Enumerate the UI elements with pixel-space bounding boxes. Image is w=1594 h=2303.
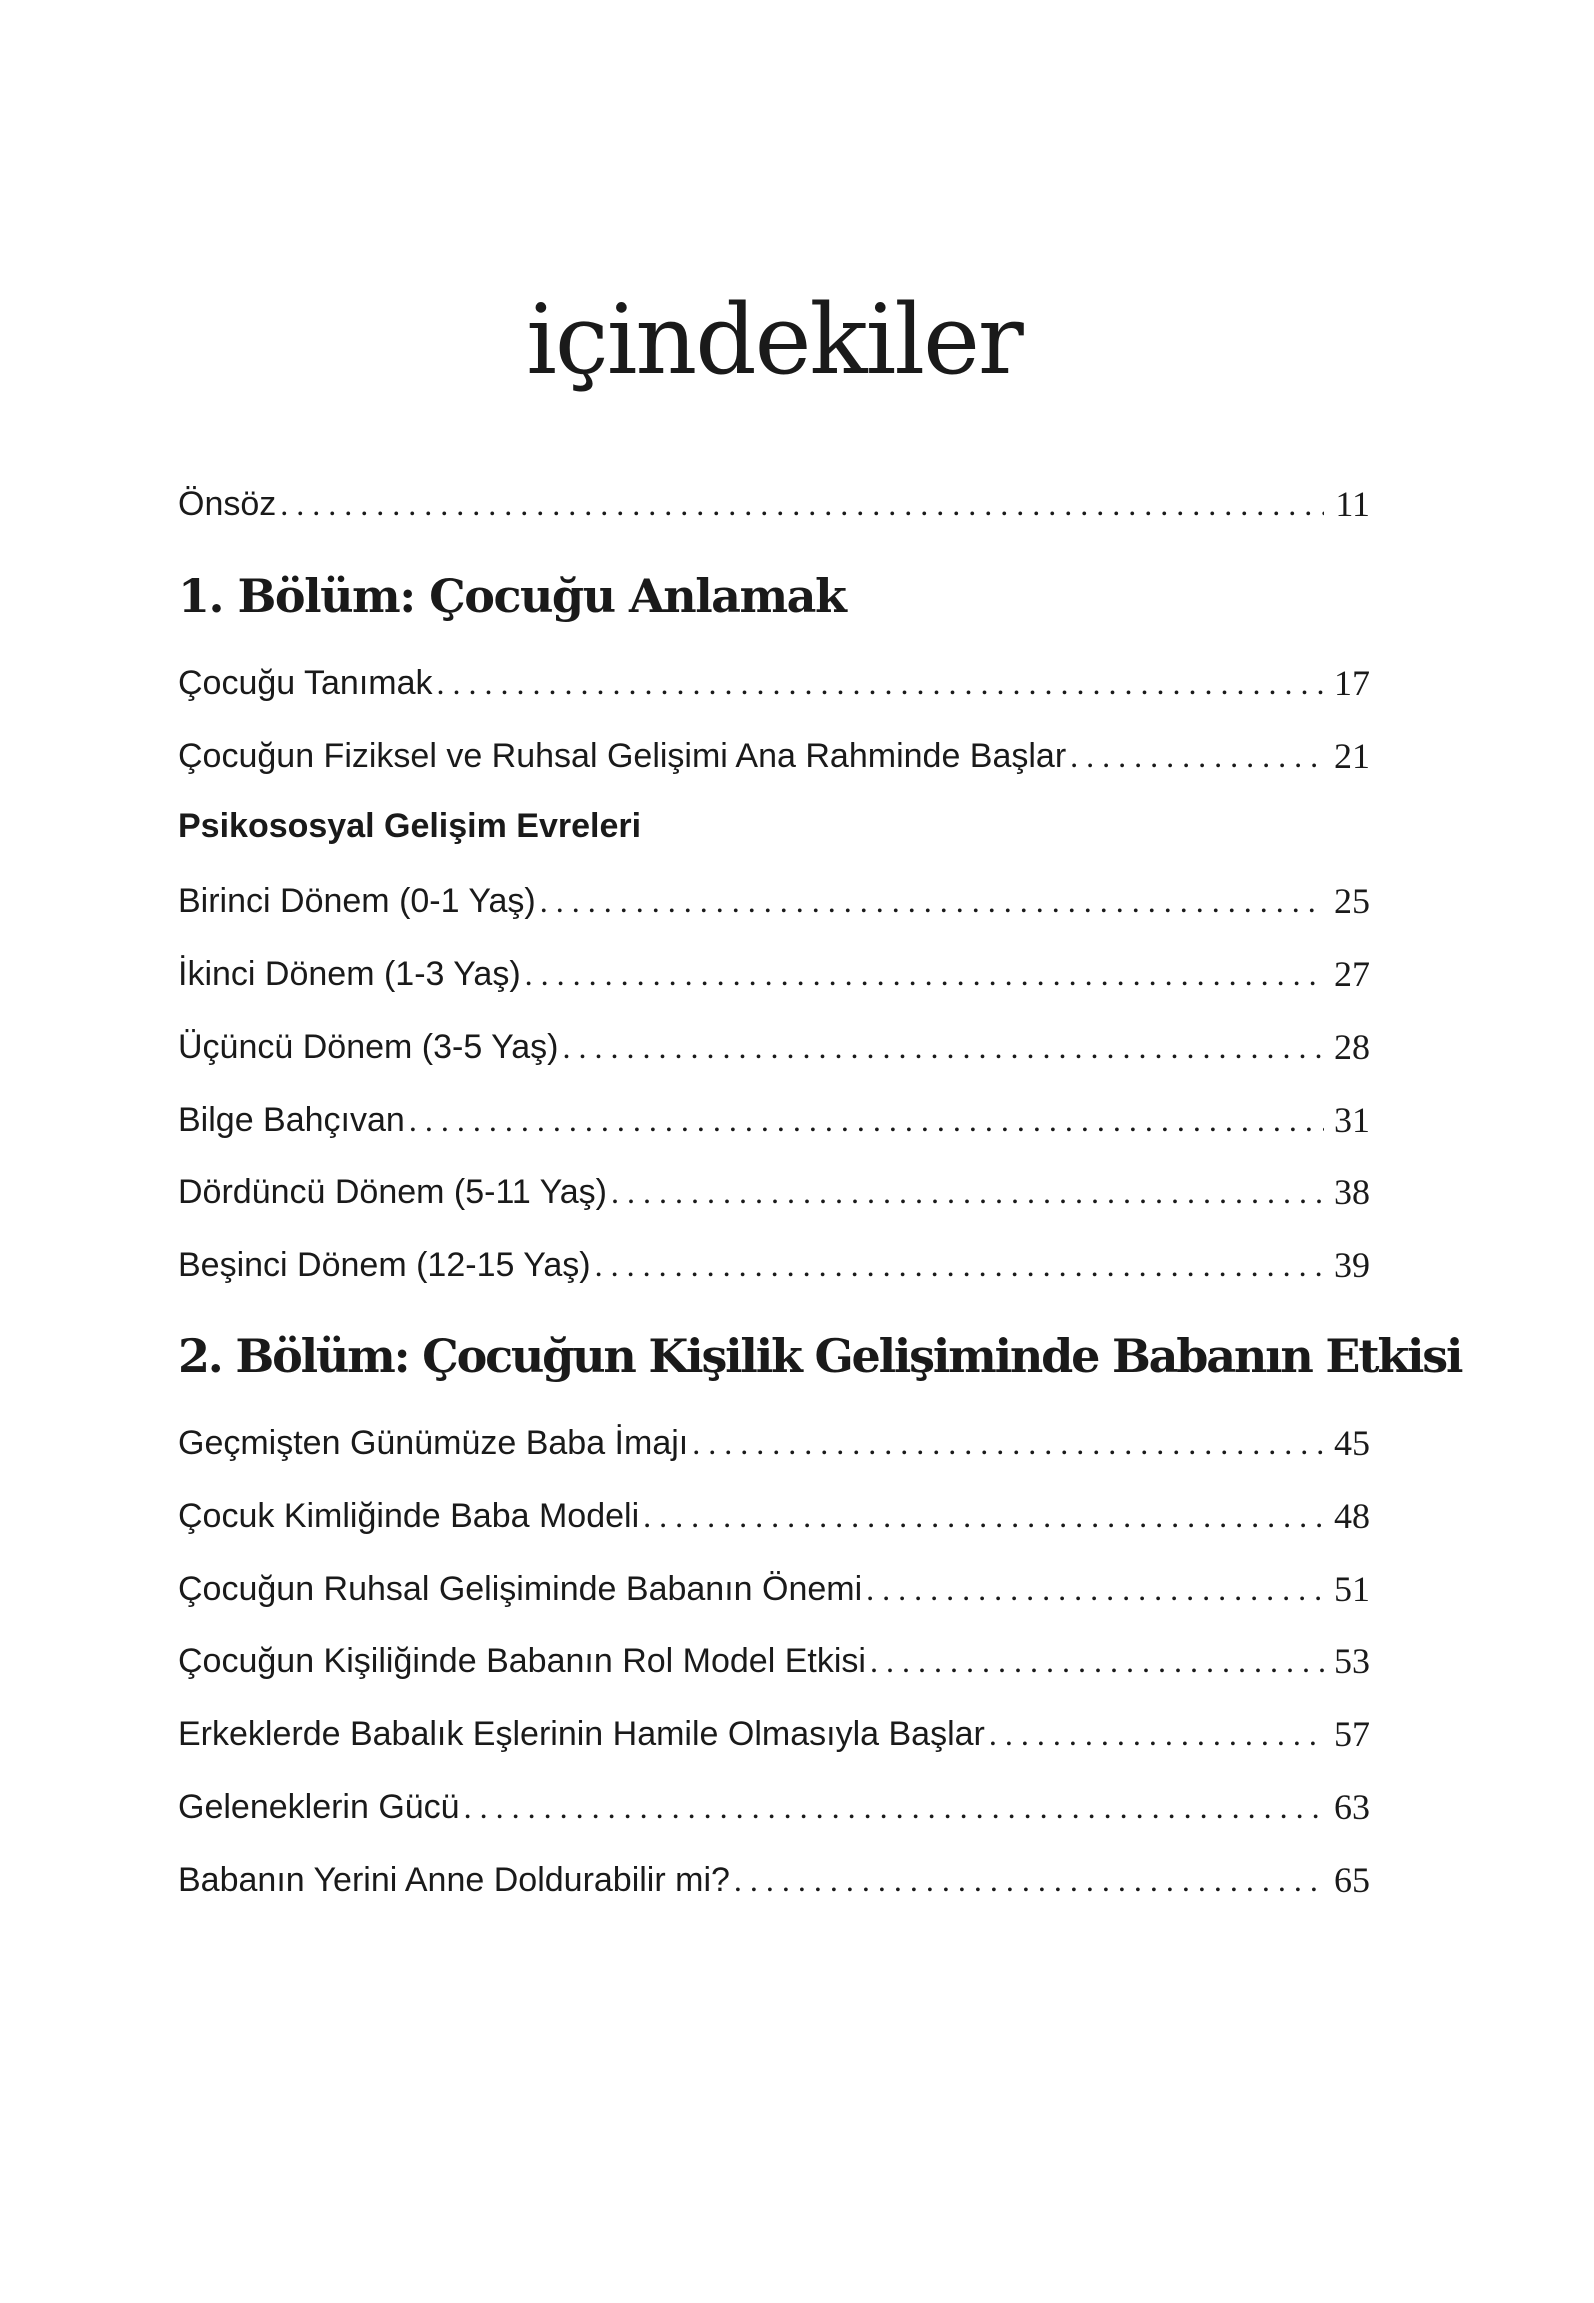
toc-entry-cocugu-tanimak[interactable]	[178, 655, 1370, 705]
toc-entry-page: 25	[1334, 881, 1370, 921]
leader-dots	[870, 1639, 1324, 1683]
toc-entry-label: Dördüncü Dönem (5-11 Yaş)	[178, 1173, 607, 1211]
toc-entry-page: 11	[1335, 484, 1370, 524]
toc-entry-page: 39	[1334, 1245, 1370, 1285]
leader-dots	[866, 1567, 1324, 1611]
subheading-psikososyal: Psikososyal Gelişim Evreleri	[178, 807, 642, 845]
leader-dots	[643, 1494, 1324, 1538]
toc-entry-label: Birinci Dönem (0-1 Yaş)	[178, 882, 536, 920]
toc-entry-page: 57	[1334, 1714, 1370, 1754]
leader-dots	[437, 661, 1324, 705]
leader-dots	[734, 1858, 1324, 1902]
toc-entry-rol-model[interactable]	[178, 1633, 1370, 1683]
toc-entry-birinci-donem[interactable]	[178, 873, 1370, 923]
leader-dots	[611, 1170, 1324, 1214]
toc-entry-anne-doldurabilir[interactable]	[178, 1852, 1370, 1902]
chapter-heading-2: 2. Bölüm: Çocuğun Kişilik Gelişiminde Babanın Etkisi	[178, 1329, 1462, 1383]
toc-entry-page: 45	[1334, 1423, 1370, 1463]
toc-entry-label: Bilge Bahçıvan	[178, 1101, 405, 1139]
toc-entry-page: 38	[1334, 1172, 1370, 1212]
toc-entry-label: Geleneklerin Gücü	[178, 1788, 460, 1826]
toc-entry-page: 28	[1334, 1027, 1370, 1067]
leader-dots	[464, 1785, 1324, 1829]
toc-entry-label: Erkeklerde Babalık Eşlerinin Hamile Olmasıyla Başlar	[178, 1715, 985, 1753]
toc-entry-bilge-bahcivan[interactable]	[178, 1092, 1370, 1142]
toc-entry-fiziksel-ruhsal[interactable]	[178, 728, 1370, 778]
toc-entry-label: Çocuğun Fiziksel ve Ruhsal Gelişimi Ana Rahminde Başlar	[178, 737, 1067, 775]
toc-entry-page: 48	[1334, 1496, 1370, 1536]
toc-entry-geleneklerin-gucu[interactable]	[178, 1779, 1370, 1829]
toc-entry-label: Üçüncü Dönem (3-5 Yaş)	[178, 1028, 559, 1066]
leader-dots	[280, 482, 1324, 526]
toc-entry-label: İkinci Dönem (1-3 Yaş)	[178, 955, 521, 993]
toc-entry-besinci-donem[interactable]	[178, 1237, 1370, 1287]
toc-entry-page: 51	[1334, 1569, 1370, 1609]
toc-entry-dorduncu-donem[interactable]	[178, 1164, 1370, 1214]
toc-entry-page: 17	[1334, 663, 1370, 703]
toc-entry-baba-imaji[interactable]	[178, 1415, 1370, 1465]
leader-dots	[525, 952, 1324, 996]
leader-dots	[1070, 734, 1324, 778]
toc-entry-label: Çocuğun Ruhsal Gelişiminde Babanın Önemi	[178, 1570, 863, 1608]
chapter-heading-1: 1. Bölüm: Çocuğu Anlamak	[178, 569, 846, 623]
toc-entry-onsoz[interactable]	[178, 476, 1370, 526]
toc-entry-ikinci-donem[interactable]	[178, 946, 1370, 996]
toc-entry-page: 63	[1334, 1787, 1370, 1827]
toc-entry-label: Geçmişten Günümüze Baba İmajı	[178, 1424, 689, 1462]
toc-entry-label: Beşinci Dönem (12-15 Yaş)	[178, 1246, 591, 1284]
leader-dots	[595, 1243, 1324, 1287]
toc-entry-label: Çocuk Kimliğinde Baba Modeli	[178, 1497, 640, 1535]
toc-page	[178, 0, 1462, 2303]
toc-entry-erkeklerde-babalik[interactable]	[178, 1706, 1370, 1756]
toc-entry-page: 31	[1334, 1100, 1370, 1140]
toc-entry-label: Çocuğun Kişiliğinde Babanın Rol Model Etkisi	[178, 1642, 866, 1680]
leader-dots	[540, 879, 1324, 923]
toc-entry-label: Çocuğu Tanımak	[178, 664, 433, 702]
leader-dots	[692, 1421, 1324, 1465]
page-title: içindekiler	[526, 284, 1022, 396]
leader-dots	[409, 1098, 1324, 1142]
toc-entry-baba-modeli[interactable]	[178, 1488, 1370, 1538]
toc-entry-page: 27	[1334, 954, 1370, 994]
toc-entry-babanin-onemi[interactable]	[178, 1561, 1370, 1611]
toc-entry-page: 21	[1334, 736, 1370, 776]
toc-entry-page: 53	[1334, 1641, 1370, 1681]
toc-entry-ucuncu-donem[interactable]	[178, 1019, 1370, 1069]
toc-entry-label: Babanın Yerini Anne Doldurabilir mi?	[178, 1861, 730, 1899]
leader-dots	[989, 1712, 1324, 1756]
table-of-contents	[178, 0, 1462, 2303]
leader-dots	[562, 1025, 1324, 1069]
toc-entry-page: 65	[1334, 1860, 1370, 1900]
toc-entry-label: Önsöz	[178, 485, 277, 523]
